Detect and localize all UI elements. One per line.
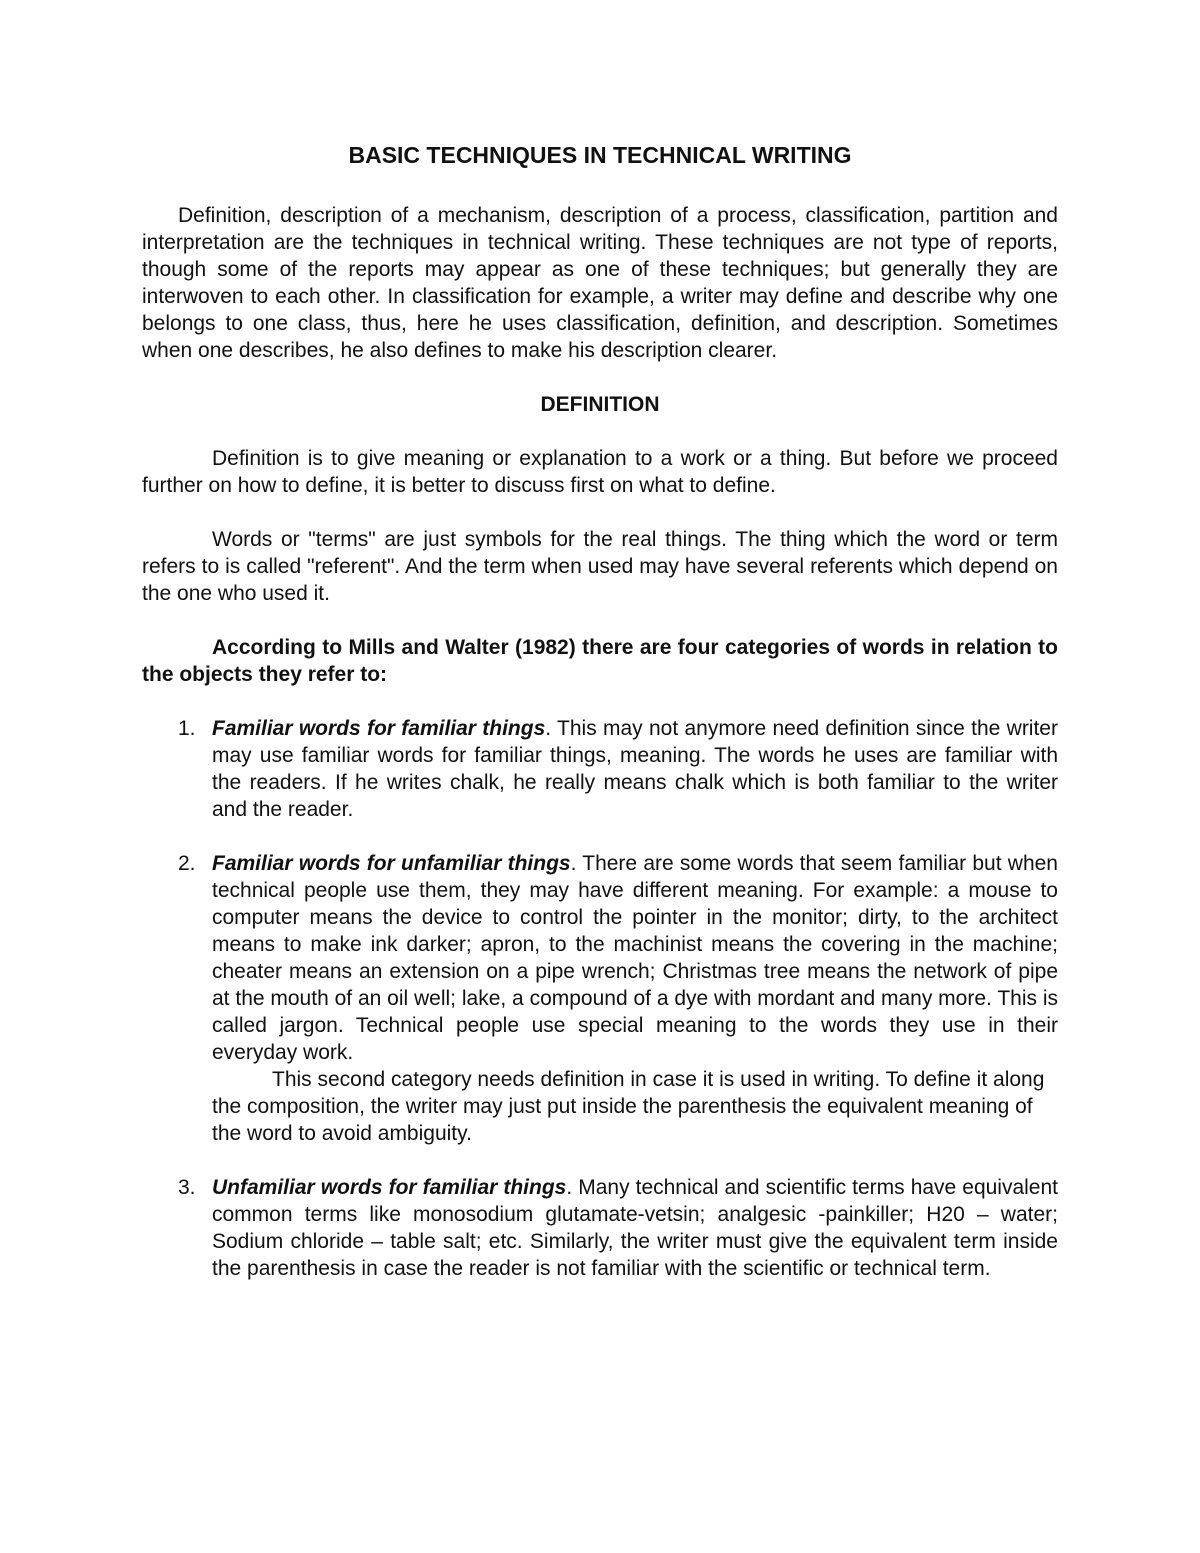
category-text: . There are some words that seem familiar but when technical people use them, they may have different meaning. For example: a mouse to computer means the device to control the pointer in the monitor; dirty, to the architect means to make ink darker; apron, to the machinist means the covering in the machine; cheater means an extension on a pipe wrench; Christmas tree means the network of pipe at the mouth of an oil well; lake, a compound of a dye with mordant and many more. This is called jargon. Technical people use special meaning to the words they use in their everyday work. [212, 852, 1058, 1064]
category-term: Familiar words for familiar things [212, 717, 546, 740]
spacer [142, 607, 1058, 634]
category-term: Familiar words for unfamiliar things [212, 852, 571, 875]
list-number: 2. [178, 852, 196, 875]
categories-list [142, 715, 1058, 1282]
spacer [142, 499, 1058, 526]
list-item [142, 1174, 1058, 1282]
list-number: 1. [178, 717, 196, 740]
spacer [142, 688, 1058, 715]
categories-lead: According to Mills and Walter (1982) there are four categories of words in relation to the objects they refer to: [142, 636, 1058, 686]
category-term: Unfamiliar words for familiar things [212, 1176, 567, 1199]
document-page [142, 140, 1058, 1309]
list-item [142, 715, 1058, 823]
list-number: 3. [178, 1176, 196, 1199]
page-title: BASIC TECHNIQUES IN TECHNICAL WRITING [348, 142, 852, 168]
definition-paragraph-1: Definition is to give meaning or explanation to a work or a thing. But before we proceed further on how to define, it is better to discuss first on what to define. [142, 447, 1058, 497]
category-text: . Many technical and scientific terms have equivalent common terms like monosodium glutamate-vetsin; analgesic -painkiller; H20 – water; Sodium chloride – table salt; etc. Similarly, the writer must give the equivalent term inside the parenthesis in case the reader is not familiar with the scientific or technical term. [212, 1176, 1059, 1280]
definition-heading: DEFINITION [540, 393, 660, 416]
intro-paragraph: Definition, description of a mechanism, description of a process, classification, partition and interpretation are the techniques in technical writing. These techniques are not type of reports, though some of the reports may appear as one of these techniques; but generally they are interwoven to each other. In classification for example, a writer may define and describe why one belongs to one class, thus, here he uses classification, definition, and description. Sometimes when one describes, he also defines to make his description clearer. [142, 204, 1058, 362]
definition-paragraph-2: Words or "terms" are just symbols for the real things. The thing which the word or term refers to is called "referent". And the term when used may have several referents which depend on the one who used it. [142, 528, 1058, 605]
list-item [142, 850, 1058, 1147]
category-text: . This may not anymore need definition since the writer may use familiar words for familiar things, meaning. The words he uses are familiar with the readers. If he writes chalk, he really means chalk which is both familiar to the writer and the reader. [212, 717, 1058, 821]
category-extra-paragraph: This second category needs definition in case it is used in writing. To define it along the composition, the writer may just put inside the parenthesis the equivalent meaning of the word to avoid ambiguity. [212, 1068, 1045, 1145]
